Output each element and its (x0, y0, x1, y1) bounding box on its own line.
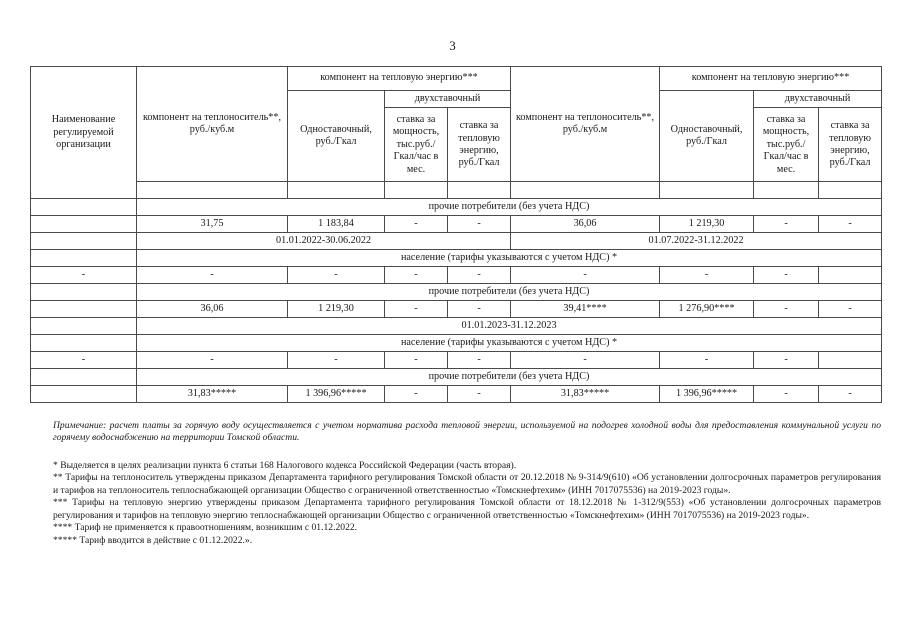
table-cell: - (819, 301, 882, 318)
tariff-table (30, 66, 882, 403)
table-row (31, 182, 882, 199)
table-cell: - (448, 386, 511, 403)
header-two-rate-2: двухставочный (754, 91, 882, 108)
table-cell: 1 396,96***** (288, 386, 385, 403)
table-cell: - (31, 267, 137, 284)
table-cell: 1 183,84 (288, 216, 385, 233)
table-cell: - (385, 216, 448, 233)
footnotes (53, 460, 881, 547)
header-thermal-2: компонент на тепловую энергию*** (660, 67, 882, 91)
table-cell: - (754, 386, 819, 403)
category-population: население (тарифы указываются с учетом НДС) * (137, 335, 882, 352)
table-cell: - (448, 301, 511, 318)
table-cell: - (31, 352, 137, 369)
header-org-name: Наименование регулируемой организации (31, 67, 137, 199)
table-cell: - (754, 352, 819, 369)
table-row (31, 199, 882, 216)
category-other-consumers: прочие потребители (без учета НДС) (137, 284, 882, 301)
footnote: ***** Тариф вводится в действие с 01.12.2022.». (53, 534, 253, 546)
table-note: Примечание: расчет платы за горячую воду осуществляется с учетом норматива расхода тепловой энергии, используемой на подогрев холодной воды для предоставления коммунальной услуги по горячему водоснабжению на территории Томской области. (53, 420, 881, 444)
header-two-rate-1: двухставочный (385, 91, 511, 108)
category-population: население (тарифы указываются с учетом НДС) * (137, 250, 882, 267)
table-cell: - (137, 352, 288, 369)
header-thermal-1: компонент на тепловую энергию*** (288, 67, 511, 91)
table-row (31, 301, 882, 318)
table-row (31, 250, 882, 267)
table-cell: - (660, 267, 754, 284)
footnote: * Выделяется в целях реализации пункта 6 статьи 168 Налогового кодекса Российской Федерации (часть вторая). (53, 460, 517, 471)
table-cell: 1 219,30 (288, 301, 385, 318)
table-cell: 1 276,90**** (660, 301, 754, 318)
page-number: 3 (449, 38, 456, 53)
table-row (31, 352, 882, 369)
table-cell: - (288, 267, 385, 284)
table-row (31, 267, 882, 284)
table-cell: 36,06 (137, 301, 288, 318)
table-row (31, 233, 882, 250)
table-cell: 31,83***** (511, 386, 660, 403)
table-cell: 36,06 (511, 216, 660, 233)
table-cell: - (385, 352, 448, 369)
header-energy-rate-1: ставка за тепловую энергию, руб./Гкал (448, 108, 511, 182)
table-cell: - (385, 301, 448, 318)
table-row (31, 216, 882, 233)
table-cell: - (288, 352, 385, 369)
table-row (31, 318, 882, 335)
table-cell: 31,83***** (137, 386, 288, 403)
footnote: **** Тариф не применяется к правоотношениям, возникшим с 01.12.2022. (53, 522, 358, 534)
table-row (31, 335, 882, 352)
period-label: 01.07.2022-31.12.2022 (511, 233, 882, 250)
header-single-rate-1: Одноставочный, руб./Гкал (288, 91, 385, 182)
footnote: ** Тарифы на теплоноситель утверждены приказом Департамента тарифного регулирования Томской области от 20.12.2018 № 9-314/9(610) «Об установлении долгосрочных параметров регулирования и тарифов на теплоноситель теплоснабжающей организации Общество с ограниченной ответственностью «Томскнефтехим» (ИНН 7017075536) на 2019-2023 годы». (53, 472, 881, 496)
table-cell: - (511, 267, 660, 284)
period-label: 01.01.2022-30.06.2022 (137, 233, 511, 250)
table-cell: 1 219,30 (660, 216, 754, 233)
table-cell: 39,41**** (511, 301, 660, 318)
table-cell: - (511, 352, 660, 369)
table-row (31, 386, 882, 403)
table-cell: - (754, 216, 819, 233)
category-other-consumers: прочие потребители (без учета НДС) (137, 199, 882, 216)
table-cell: - (448, 267, 511, 284)
header-energy-rate-2: ставка за тепловую энергию, руб./Гкал (819, 108, 882, 182)
header-capacity-rate-1: ставка за мощность, тыс.руб./ Гкал/час в мес. (385, 108, 448, 182)
table-cell: - (819, 386, 882, 403)
table-cell: - (660, 352, 754, 369)
footnote: *** Тарифы на тепловую энергию утверждены приказом Департамента тарифного регулирования Томской области от 18.12.2018 № 1-312/9(553) «Об установлении долгосрочных параметров регулирования и тарифов на тепловую энергию теплоснабжающей организации Общество с ограниченной ответственностью «Томскнефтехим» (ИНН 7017075536) на 2019-2023 годы». (53, 497, 881, 521)
table-cell: - (448, 216, 511, 233)
table-cell: - (754, 301, 819, 318)
header-single-rate-2: Одноставочный, руб./Гкал (660, 91, 754, 182)
header-coolant-1: компонент на теплоноситель**, руб./куб.м (137, 67, 288, 182)
category-other-consumers: прочие потребители (без учета НДС) (137, 369, 882, 386)
header-coolant-2: компонент на теплоноситель**, руб./куб.м (511, 67, 660, 182)
table-cell: - (754, 267, 819, 284)
table-row (31, 369, 882, 386)
table-cell: - (385, 267, 448, 284)
table-cell: - (137, 267, 288, 284)
table-cell: 31,75 (137, 216, 288, 233)
table-cell: - (448, 352, 511, 369)
table-cell: - (819, 216, 882, 233)
table-row (31, 284, 882, 301)
table-cell: - (385, 386, 448, 403)
table-cell: 1 396,96***** (660, 386, 754, 403)
period-label: 01.01.2023-31.12.2023 (137, 318, 882, 335)
header-capacity-rate-2: ставка за мощность, тыс.руб./ Гкал/час в мес. (754, 108, 819, 182)
